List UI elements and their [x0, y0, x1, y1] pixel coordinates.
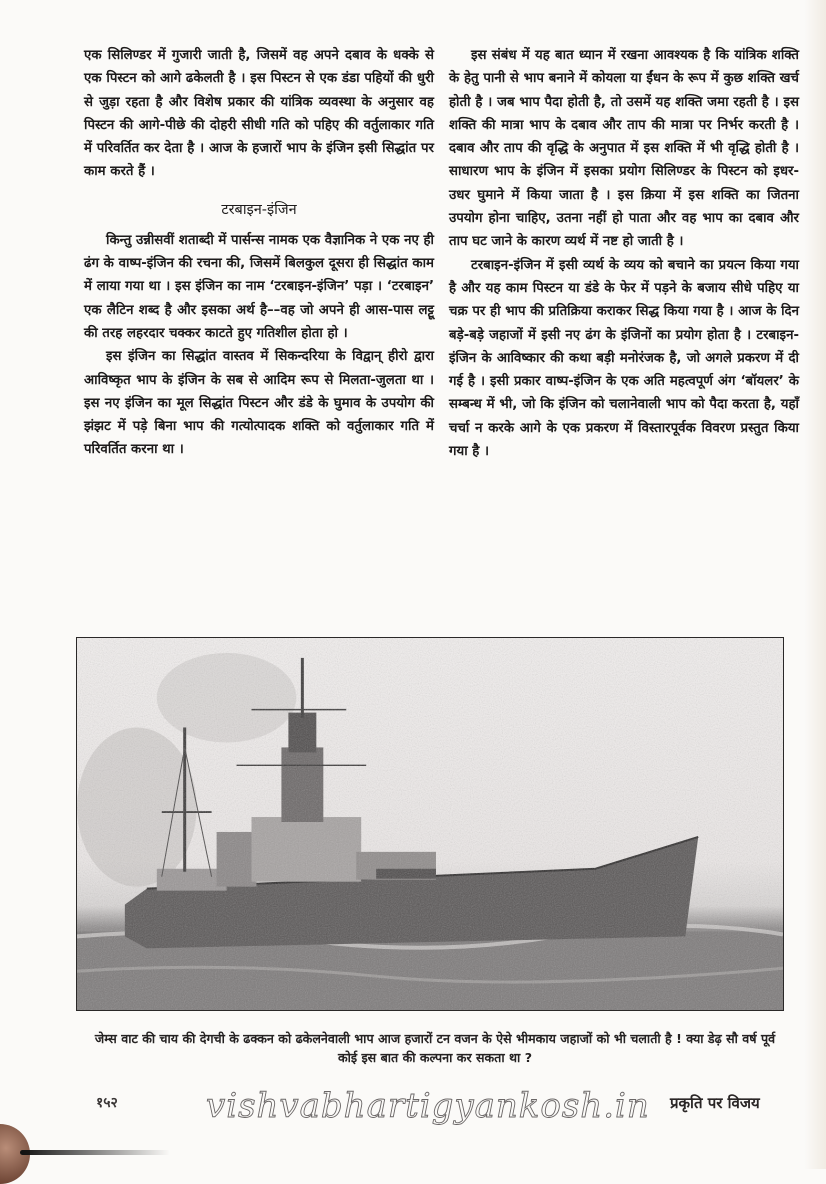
- warship-photo: [76, 637, 784, 1011]
- left-column: [84, 44, 434, 462]
- page-edge-shade: [804, 0, 826, 1169]
- right-paragraph-2: टरबाइन-इंजिन में इसी व्यर्थ के व्यय को बचाने का प्रयत्न किया गया है और यह काम पिस्टन या डंडे के फेर में पड़ने के बजाय सीधे पहिए या चक्र पर ही भाप की प्रतिक्रिया कराकर सिद्ध किया गया है । आज के दिन बड़े-बड़े जहाजों में इसी नए ढंग के इंजिनों का प्रयोग होता है । टरबाइन-इंजिन के आविष्कार की कथा बड़ी मनोरंजक है, जो अगले प्रकरण में दी गई है । इसी प्रकार वाष्प-इंजिन के एक अति महत्वपूर्ण अंग ‘बॉयलर’ के सम्बन्ध में भी, जो कि इंजिन को चलानेवाली भाप को पैदा करता है, यहाँ चर्चा न करके आगे के एक प्रकरण में विस्तारपूर्वक विवरण प्रस्तुत किया गया है ।: [449, 257, 799, 460]
- left-section-paragraph-2: इस इंजिन का सिद्धांत वास्तव में सिकन्दरिया के विद्वान् हीरो द्वारा आविष्कृत भाप के इंजिन के सब से आदिम रूप से मिलता-जुलता था । इस नए इंजिन का मूल सिद्धांत पिस्टन और डंडे के घुमाव के उपयोग की झंझट में पड़े बिना भाप की गत्योत्पादक शक्ति को वर्तुलाकार गति में परिवर्तित करना था ।: [84, 349, 434, 458]
- warship-illustration: [77, 638, 783, 1010]
- photo-grain: [77, 638, 783, 1010]
- running-footer-title: प्रकृति पर विजय: [670, 1094, 760, 1112]
- right-paragraph-1: इस संबंध में यह बात ध्यान में रखना आवश्यक है कि यांत्रिक शक्ति के हेतु पानी से भाप बनाने में कोयला या ईंधन के रूप में कुछ शक्ति खर्च होती है । जब भाप पैदा होती है, तो उसमें यह शक्ति जमा रहती है । इस शक्ति की मात्रा भाप के दबाव और ताप की मात्रा पर निर्भर करती है । दबाव और ताप की वृद्धि के अनुपात में इस शक्ति में भी वृद्धि होती है । साधारण भाप के इंजिन में इसका प्रयोग सिलिण्डर के पिस्टन को इधर-उधर घुमाने में किया जाता है । इस क्रिया में इस शक्ति का जितना उपयोग होना चाहिए, उतना नहीं हो पाता और वह भाप का दबाव और ताप घट जाने के कारण व्यर्थ में नष्ट हो जाती है ।: [449, 48, 799, 250]
- watermark: vishvabhartigyankosh.in: [206, 1086, 650, 1126]
- section-heading: टरबाइन-इंजिन: [221, 201, 297, 218]
- left-paragraph-1: एक सिलिण्डर में गुजारी जाती है, जिसमें वह अपने दबाव के धक्के से एक पिस्टन को आगे ढकेलती है । इस पिस्टन से एक डंडा पहियों की धुरी से जुड़ा रहता है और विशेष प्रकार की यांत्रिक व्यवस्था के अनुसार वह पिस्टन की आगे-पीछे की दोहरी सीधी गति को पहिए की वर्तुलाकार गति में परिवर्तित कर देता है । आज के हजारों भाप के इंजिन इसी सिद्धांत पर काम करते हैं ।: [84, 48, 434, 180]
- left-section-paragraph-1: किन्तु उन्नीसवीं शताब्दी में पार्सन्स नामक एक वैज्ञानिक ने एक नए ही ढंग के वाष्प-इंजिन की रचना की, जिसमें बिलकुल दूसरा ही सिद्धांत काम में लाया गया था । इस इंजिन का नाम ‘टरबाइन-इंजिन’ पड़ा । ‘टरबाइन’ एक लैटिन शब्द है और इसका अर्थ है––वह जो अपने ही आस-पास लट्टू की तरह लहरदार चक्कर काटते हुए गतिशील होता हो ।: [84, 232, 434, 341]
- page-edge-shadow: [20, 1150, 170, 1155]
- page-number: १५२: [96, 1095, 118, 1111]
- figure-caption: जेम्स वाट की चाय की देगची के ढक्कन को ढकेलनेवाली भाप आज हजारों टन वजन के ऐसे भीमकाय जहाजों को भी चलाती है ! क्या डेढ़ सौ वर्ष पूर्व कोई इस बात की कल्पना कर सकता था ?: [94, 1031, 776, 1065]
- right-column: [449, 44, 799, 463]
